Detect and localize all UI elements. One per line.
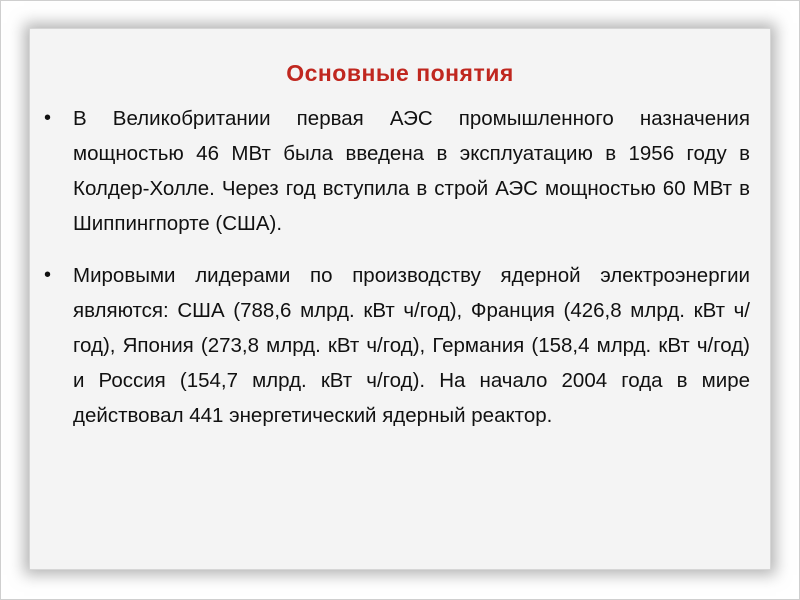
bullet-icon: •: [44, 264, 52, 286]
bullet-text: Мировыми лидерами по производству ядерной электроэнергии являются: США (788,6 млрд. кВт ч/год), Франция (426,8 млрд. кВт ч/год), Япония (273,8 млрд. кВт ч/год), Германия (158,4 млрд. кВт ч/год) и Россия (154,7 млрд. кВт ч/год). На начало 2004 года в мире действовал 441 энергетический ядерный реактор.: [73, 264, 750, 427]
slide-panel: [30, 29, 770, 569]
bullet-list: [44, 101, 750, 450]
bullet-icon: •: [44, 107, 52, 129]
bullet-item-world-leaders: [44, 258, 750, 433]
slide-title: Основные понятия: [286, 60, 514, 86]
bullet-item-uk-first-npp: [44, 101, 750, 241]
bullet-text: В Великобритании первая АЭС промышленного назначения мощностью 46 МВт была введена в эксплуатацию в 1956 году в Колдер-Холле. Через год вступила в строй АЭС мощностью 60 МВт в Шиппингпорте (США).: [73, 107, 750, 235]
